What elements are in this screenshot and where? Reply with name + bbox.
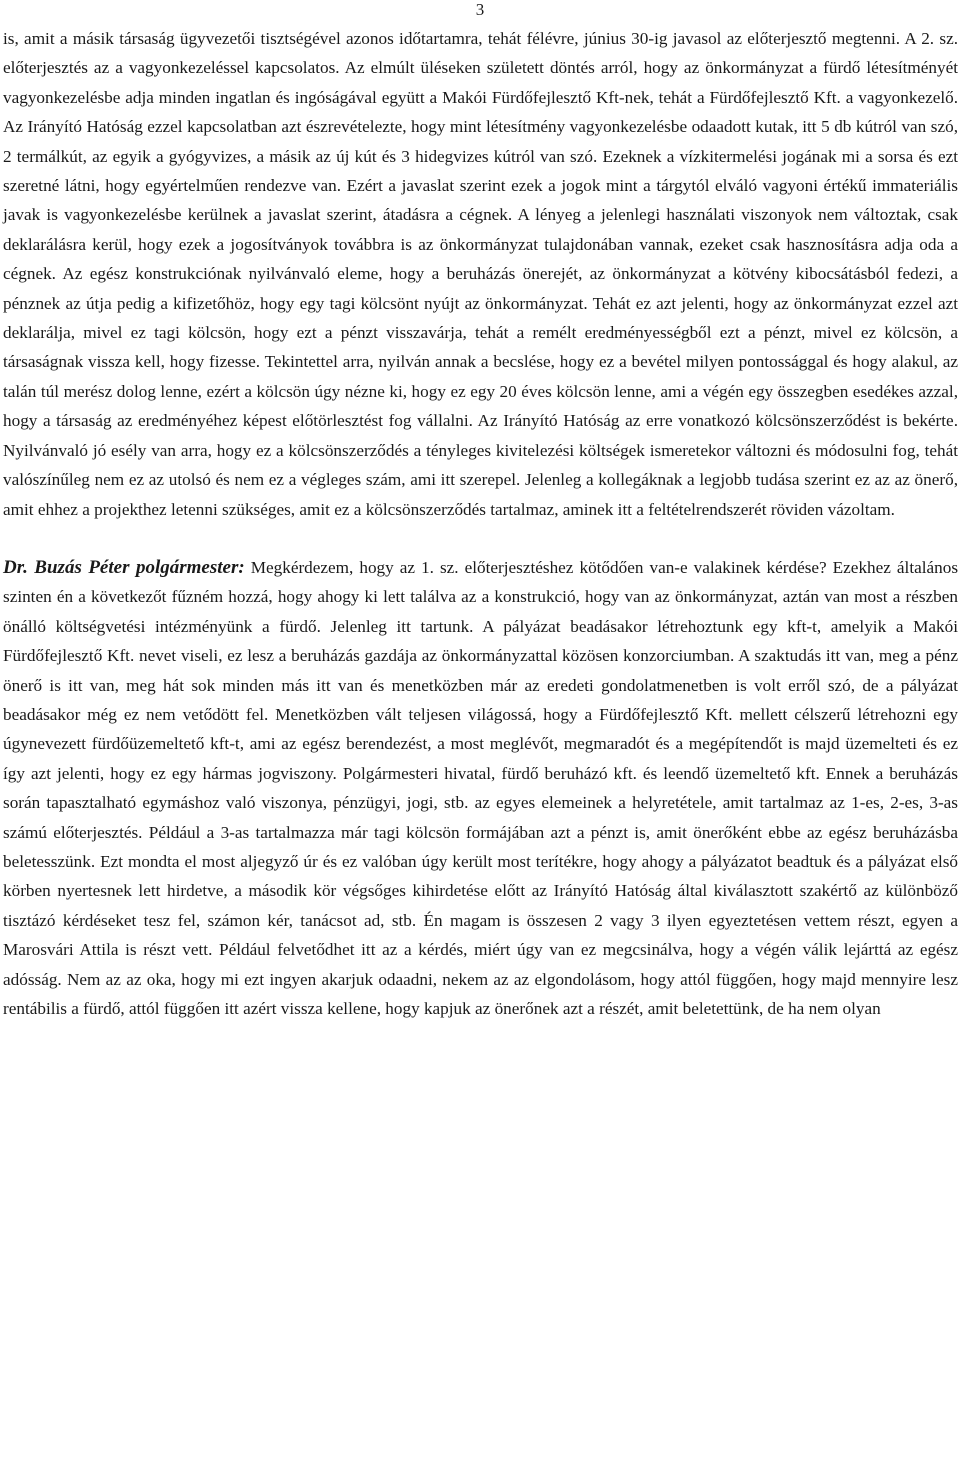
paragraph-text: is, amit a másik társaság ügyvezetői tisztségével azonos időtartamra, tehát félévre, június 30-ig javasol az előterjesztő megtenni. A 2. sz. előterjesztés az a vagyonkezeléssel kapcsolatos. Az elmúlt üléseken született döntés arról, hogy az önkormányzat a fürdő létesítményét vagyonkezelésbe adja minden ingatlan és ingóságával együtt a Makói Fürdőfejlesztő Kft-nek, tehát a Fürdőfejlesztő Kft. a vagyonkezelő. Az Irányító Hatóság ezzel kapcsolatban azt észrevételezte, hogy mint létesítmény vagyonkezelésbe odaadott kutak, itt 5 db kútról van szó, 2 termálkút, az egyik a gyógyvizes, a másik az új kút és 3 hidegvizes kútról van szó. Ezeknek a vízkitermelési jogának mi a sorsa és ezt szeretné látni, hogy egyértelműen rendezve van. Ezért a javaslat szerint ezek a jogok mint a tárgytól elváló vagyoni értékű immateriális javak is vagyonkezelésbe kerülnek a javaslat szerint, átadásra a cégnek. A lényeg a jelenlegi használati viszonyok nem változtak, csak deklarálásra kerül, hogy ezek a jogosítványok továbbra is az önkormányzat tulajdonában vannak, ezeket csak hasznosításra adja oda a cégnek. Az egész konstrukciónak nyilvánvaló eleme, hogy a beruházás önerejét, az önkormányzat a kötvény kibocsátásból fedezi, a pénznek az útja pedig a kifizetőhöz, hogy egy tagi kölcsönt nyújt az önkormányzat. Tehát ez azt jelenti, hogy az önkormányzat ezzel azt deklarálja, mivel ez tagi kölcsön, hogy ezt a pénzt visszavárja, tehát a remélt eredményességből ezt a pénzt, mivel ez kölcsön, a társaságnak vissza kell, hogy fizesse. Tekintettel arra, nyilván annak a becslése, hogy ez a bevétel milyen pontossággal és hogy alakul, az talán túl merész dolog lenne, ezért a kölcsön úgy nézne ki, hogy ez egy 20 éves kölcsön lenne, ami a végén egy összegben esedékes azzal, hogy a társaság az eredményéhez képest előtörlesztést fog vállalni. Az Irányító Hatóság az erre vonatkozó kölcsönszerződést is bekérte. Nyilvánvaló jó esély van arra, hogy ez a kölcsönszerződés a tényleges kivitelezési költségek ismeretekor változni és módosulni fog, tehát valószínűleg nem ez az utolsó és nem ez a végleges szám, ami itt szerepel. Jelenleg a kollegáknak a legjobb tudása szerint ez az az önerő, amit ehhez a projekthez letenni szükséges, amit ez a kölcsönszerződés tartalmaz, aminek itt a feltételrendszerét röviden vázoltam. <box>3 29 958 519</box>
document-body <box>3 24 958 1023</box>
paragraph <box>3 553 958 1024</box>
paragraph <box>3 24 958 524</box>
speaker-name: Dr. Buzás Péter polgármester: <box>3 556 245 578</box>
paragraph-text: Megkérdezem, hogy az 1. sz. előterjesztéshez kötődően van-e valakinek kérdése? Ezekhez általános szinten én a következőt fűzném hozzá, hogy ahogy ki lett találva az a konstrukció, hogy van az önkormányzat, aztán van most a részben önálló költségvetési intézményünk a fürdő. Jelenleg itt tartunk. A pályázat beadásakor létrehoztunk egy kft-t, amelyik a Makói Fürdőfejlesztő Kft. nevet viseli, ez lesz a beruházás gazdája az önkormányzattal közösen konzorciumban. A szaktudás itt van, meg a pénz önerő is itt van, meg hát sok minden más itt van és menetközben már az eredeti gondolatmenetben is volt erről szó, de a pályázat beadásakor még ez nem vetődött fel. Menetközben vált teljesen világossá, hogy a Fürdőfejlesztő Kft. mellett célszerű létrehozni egy úgynevezett fürdőüzemeltető kft-t, ami az egész berendezést, a most meglévőt, megmaradót és a megépítendőt is majd üzemelteti és ez így azt jelenti, hogy ez egy hármas jogviszony. Polgármesteri hivatal, fürdő beruházó kft. és leendő üzemeltető kft. Ennek a beruházás során tapasztalható egymáshoz való viszonya, pénzügyi, jogi, stb. az egyes elemeinek a helyretétele, amit tartalmaz az 1-es, 2-es, 3-as számú előterjesztés. Például a 3-as tartalmazza már tagi kölcsön formájában azt a pénzt is, amit önerőként ebbe az egész beruházásba beletesszünk. Ezt mondta el most aljegyző úr és ez valóban úgy került most terítékre, hogy ahogy a pályázatot beadtuk és a pályázat első körben nyertesnek lett hirdetve, a második kör végsőges kihirdetése előtt az Irányító Hatóság által kiválasztott szakértő az különböző tisztázó kérdéseket tesz fel, számon kér, tanácsot ad, stb. Én magam is összesen 2 vagy 3 ilyen egyeztetésen vettem részt, egyen a Marosvári Attila is részt vett. Például felvetődhet itt az a kérdés, miért úgy van ez megcsinálva, hogy a végén válik lejárttá az egész adósság. Nem az az oka, hogy mi ezt ingyen akarjuk odaadni, nekem az az elgondolásom, hogy attól függően, hogy majd mennyire lesz rentábilis a fürdő, attól függően itt azért vissza kellene, hogy kapjuk az önerőnek azt a részét, amit beletettünk, de ha nem olyan <box>3 557 959 1018</box>
page-number: 3 <box>475 0 485 19</box>
